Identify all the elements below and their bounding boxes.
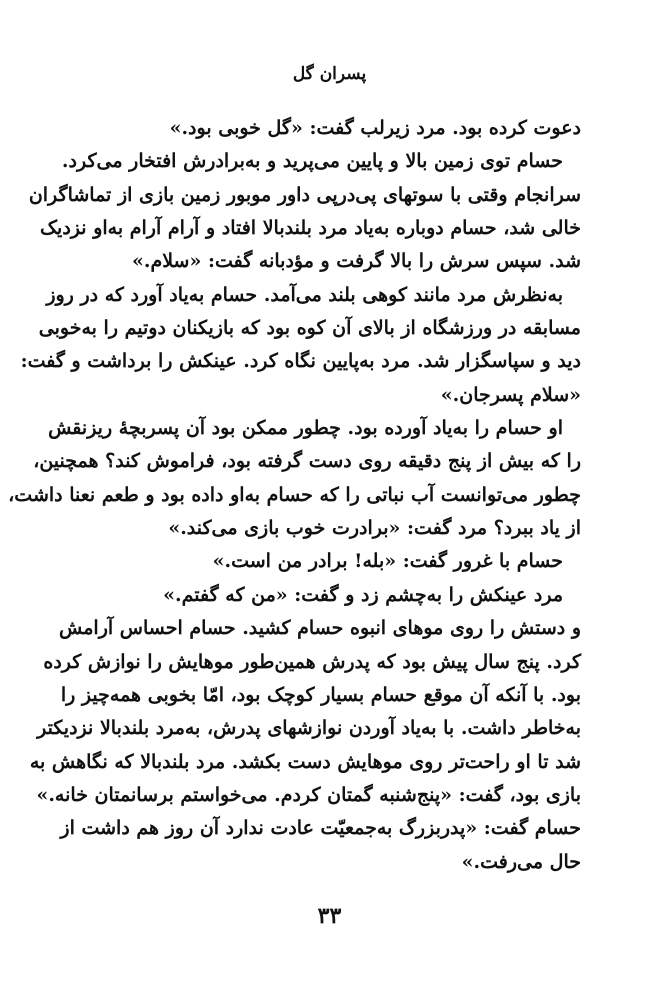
- text-line: شد. سپس سرش را بالا گرفت و مؤدبانه گفت: «سلام.»: [131, 250, 581, 273]
- text-line: به‌نظرش مرد مانند کوهی بلند می‌آمد. حسام به‌یاد آورد که در روز: [46, 283, 563, 306]
- text-line: به‌خاطر داشت. با به‌یاد آوردن نوازشهای پدرش، به‌مرد بلندبالا نزدیکتر: [37, 717, 581, 740]
- text-line: او حسام را به‌یاد آورده بود. چطور ممکن بود آن پسربچهٔ ریزنقش: [48, 417, 563, 440]
- running-header: پسران گل: [292, 64, 367, 84]
- text-line: مرد عینکش را به‌چشم زد و گفت: «من که گفتم.»: [163, 583, 563, 606]
- text-line: از یاد ببرد؟ مرد گفت: «برادرت خوب بازی می‌کند.»: [168, 517, 581, 540]
- text-line: کرد. پنج سال پیش بود که پدرش همین‌طور موهایش را نوازش کرده: [43, 650, 581, 673]
- text-line: حال می‌رفت.»: [461, 850, 581, 873]
- text-line: چطور می‌توانست آب نباتی را که حسام به‌او داده بود و طعم نعنا داشت،: [8, 483, 581, 506]
- text-line: مسابقه در ورزشگاه از بالای آن کوه بود که بازیکنان دوتیم را به‌خوبی: [38, 317, 581, 340]
- text-line: دید و سپاسگزار شد. مرد به‌پایین نگاه کرد. عینکش را برداشت و گفت:: [20, 350, 581, 373]
- text-line: بازی بود، گفت: «پنج‌شنبه گمتان کردم. می‌خواستم برسانمتان خانه.»: [36, 783, 581, 806]
- text-line: حسام توی زمین بالا و پایین می‌پرید و به‌برادرش افتخار می‌کرد.: [61, 150, 563, 173]
- text-line: و دستش را روی موهای انبوه حسام کشید. حسام احساس آرامش: [59, 617, 581, 640]
- text-line: دعوت کرده بود. مرد زیرلب گفت: «گل خوبی بود.»: [169, 117, 581, 139]
- text-line: حسام با غرور گفت: «بله! برادر من است.»: [212, 550, 563, 573]
- body-text: [8, 112, 581, 879]
- text-line: را که بیش از پنج دقیقه روی دست گرفته بود، فراموش کند؟ همچنین،: [33, 450, 581, 473]
- text-line: «سلام پسرجان.»: [440, 383, 581, 406]
- text-line: حسام گفت: «پدربزرگ به‌جمعیّت عادت ندارد آن روز هم داشت از: [60, 817, 581, 840]
- text-line: شد تا او راحت‌تر روی موهایش دست بکشد. مرد بلندبالا که نگاهش به: [29, 750, 581, 773]
- text-line: بود. با آنکه آن موقع حسام بسیار کوچک بود، امّا بخوبی همه‌چیز را: [60, 683, 581, 706]
- text-line: سرانجام وقتی با سوتهای پی‌درپی داور موبور زمین بازی از تماشاگران: [28, 183, 581, 206]
- text-line: خالی شد، حسام دوباره به‌یاد مرد بلندبالا افتاد و آرام آرام به‌او نزدیک: [40, 217, 581, 240]
- page-number: ۳۳: [317, 903, 342, 929]
